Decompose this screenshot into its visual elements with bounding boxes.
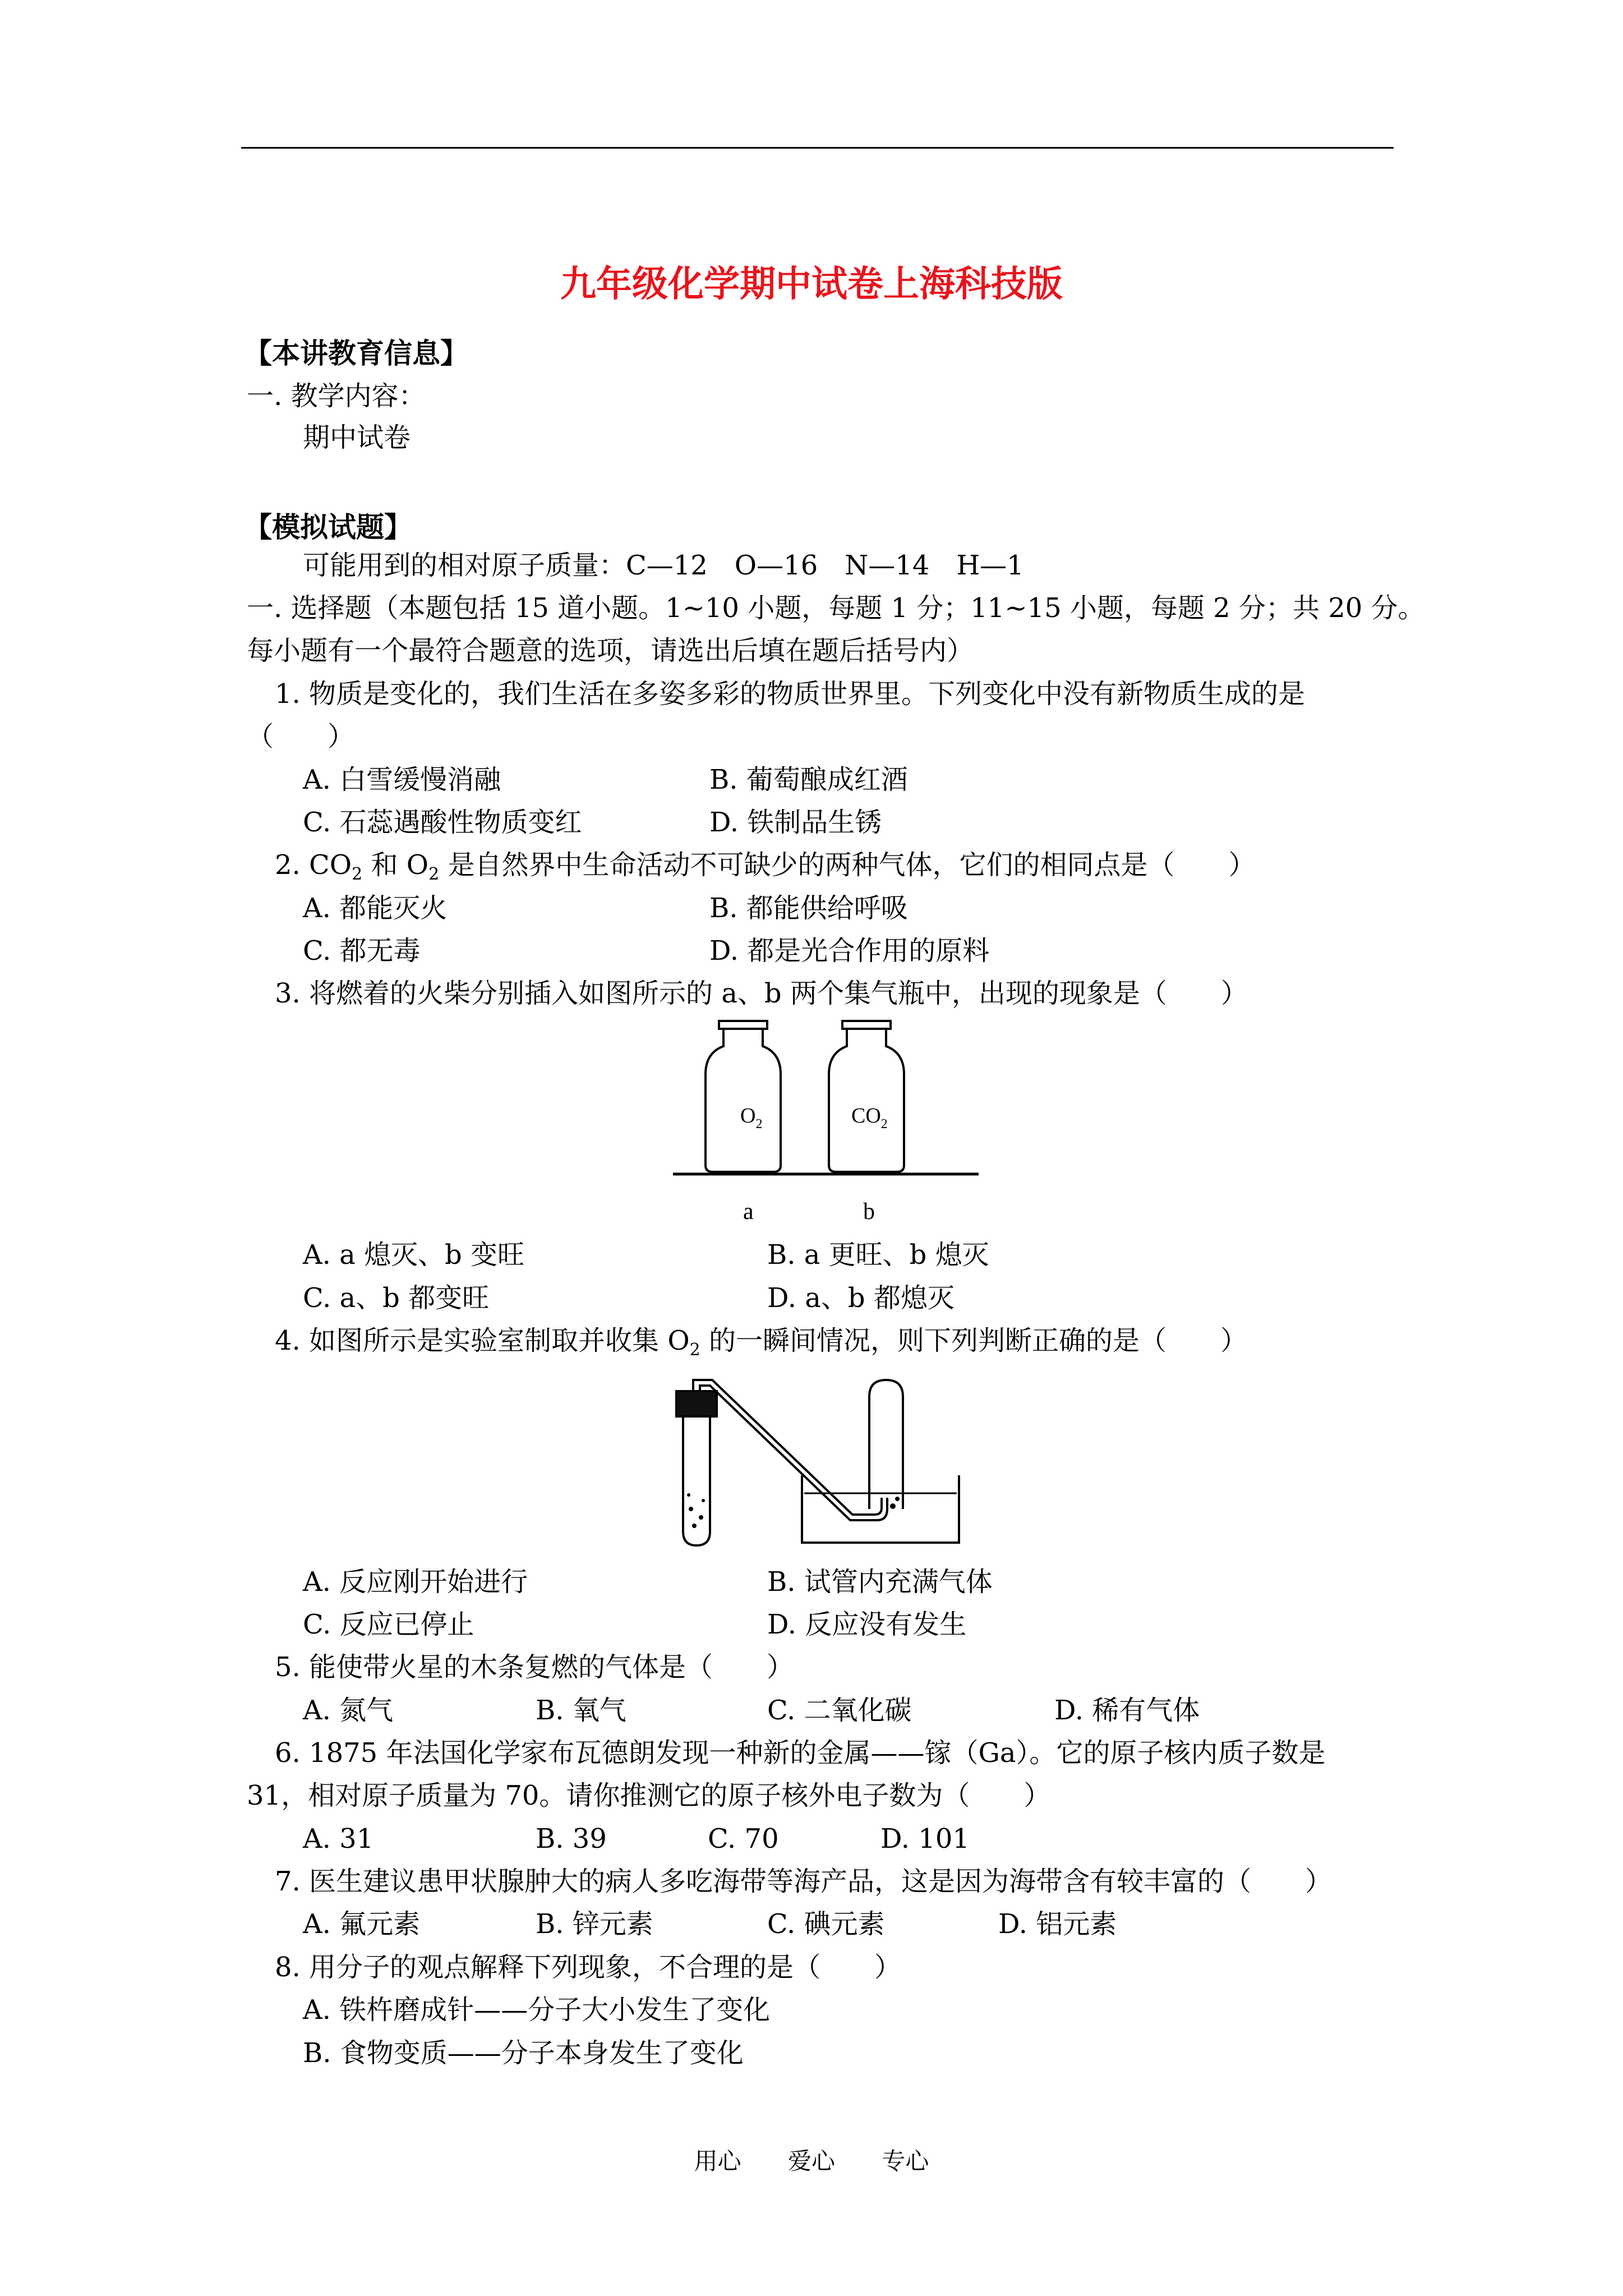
q6-option-d: D. 101 <box>880 1823 970 1855</box>
jar-b <box>829 1029 904 1172</box>
q7-stem: 7. 医生建议患甲状腺肿大的病人多吃海带等海产品，这是因为海带含有较丰富的（ ） <box>275 1866 1332 1897</box>
q3-stem: 3. 将燃着的火柴分别插入如图所示的 a、b 两个集气瓶中，出现的现象是（ ） <box>275 978 1248 1009</box>
q6-stem-line1: 6. 1875 年法国化学家布瓦德朗发现一种新的金属——镓（Ga）。它的原子核内质子数是 <box>275 1737 1326 1769</box>
delivery-tube <box>693 1380 882 1515</box>
q3-option-d: D. a、b 都熄灭 <box>767 1282 955 1314</box>
q1-option-d: D. 铁制品生锈 <box>709 807 882 838</box>
q8-option-a: A. 铁杵磨成针——分子大小发生了变化 <box>303 1994 771 2026</box>
gas-collection-figure <box>662 1374 976 1554</box>
q1-option-a: A. 白雪缓慢消融 <box>303 764 501 795</box>
gas-jars-figure <box>667 1018 981 1231</box>
q4-option-a: A. 反应刚开始进行 <box>303 1566 528 1598</box>
q1-option-c: C. 石蕊遇酸性物质变红 <box>303 807 582 838</box>
q6-option-a: A. 31 <box>303 1823 374 1855</box>
jar-a-label: $O_2$ <box>740 1104 763 1131</box>
mock-heading: 【模拟试题】 <box>244 511 412 544</box>
q2-stem: 2. $CO_2$ 和 $O_2$ 是自然界中生命活动不可缺少的两种气体，它们的相同点是（ ） <box>275 849 1256 884</box>
q5-option-d: D. 稀有气体 <box>1054 1695 1200 1726</box>
jar-b-label: $CO_2$ <box>851 1104 888 1131</box>
q6-stem-line2: 31，相对原子质量为 70。请你推测它的原子核外电子数为（ ） <box>247 1780 1051 1811</box>
test-tube <box>683 1408 710 1545</box>
q4-stem: 4. 如图所示是实验室制取并收集 $O_2$ 的一瞬间情况，则下列判断正确的是（ ） <box>275 1325 1248 1360</box>
atomic-masses: 可能用到的相对原子质量：C—12 O—16 N—14 H—1 <box>303 550 1024 581</box>
label-a: a <box>743 1199 754 1225</box>
collecting-tube <box>869 1380 903 1509</box>
jar-b-stopper <box>842 1021 891 1029</box>
jar-a-stopper <box>719 1021 767 1029</box>
section1-instructions-line1: 一. 选择题（本题包括 15 道小题。1~10 小题，每题 1 分；11~15 小题，每题 2 分；共 20 分。 <box>247 592 1425 624</box>
q8-option-b: B. 食物变质——分子本身发生了变化 <box>303 2037 744 2069</box>
info-heading: 【本讲教育信息】 <box>244 337 468 370</box>
q7-option-b: B. 锌元素 <box>536 1908 653 1940</box>
page-footer: 用心 爱心 专心 <box>694 2147 929 2175</box>
q2-option-d: D. 都是光合作用的原料 <box>709 935 990 967</box>
q7-option-c: C. 碘元素 <box>767 1908 885 1940</box>
jar-a <box>706 1029 781 1172</box>
header-rule <box>241 147 1394 149</box>
document-title: 九年级化学期中试卷上海科技版 <box>560 264 1063 305</box>
teaching-content-label: 一. 教学内容： <box>247 380 426 412</box>
label-b: b <box>863 1199 875 1225</box>
q3-option-c: C. a、b 都变旺 <box>303 1282 490 1314</box>
q2-option-a: A. 都能灭火 <box>303 892 448 924</box>
q3-option-b: B. a 更旺、b 熄灭 <box>767 1239 989 1271</box>
q1-option-b: B. 葡萄酿成红酒 <box>709 764 908 795</box>
q4-option-c: C. 反应已停止 <box>303 1609 474 1640</box>
q2-option-c: C. 都无毒 <box>303 935 421 967</box>
q7-option-d: D. 铝元素 <box>998 1908 1117 1940</box>
q8-stem: 8. 用分子的观点解释下列现象，不合理的是（ ） <box>275 1952 902 1983</box>
q6-option-c: C. 70 <box>708 1823 779 1855</box>
q5-option-c: C. 二氧化碳 <box>767 1695 912 1726</box>
q7-option-a: A. 氟元素 <box>303 1908 421 1940</box>
q1-stem-line1: 1. 物质是变化的，我们生活在多姿多彩的物质世界里。下列变化中没有新物质生成的是 <box>275 678 1306 710</box>
q5-option-b: B. 氧气 <box>536 1695 626 1726</box>
q4-option-b: B. 试管内充满气体 <box>767 1566 993 1598</box>
rubber-stopper <box>676 1391 717 1416</box>
q3-option-a: A. a 熄灭、b 变旺 <box>303 1239 525 1271</box>
q5-stem: 5. 能使带火星的木条复燃的气体是（ ） <box>275 1651 794 1683</box>
teaching-content-value: 期中试卷 <box>303 422 411 453</box>
q5-option-a: A. 氮气 <box>303 1695 394 1726</box>
section1-instructions-line2: 每小题有一个最符合题意的选项，请选出后填在题后括号内） <box>247 635 974 666</box>
q2-option-b: B. 都能供给呼吸 <box>709 892 908 924</box>
q4-option-d: D. 反应没有发生 <box>767 1609 967 1640</box>
q6-option-b: B. 39 <box>536 1823 607 1855</box>
q1-stem-line2: （ ） <box>247 721 355 752</box>
delivery-tube-inner <box>700 1386 887 1520</box>
